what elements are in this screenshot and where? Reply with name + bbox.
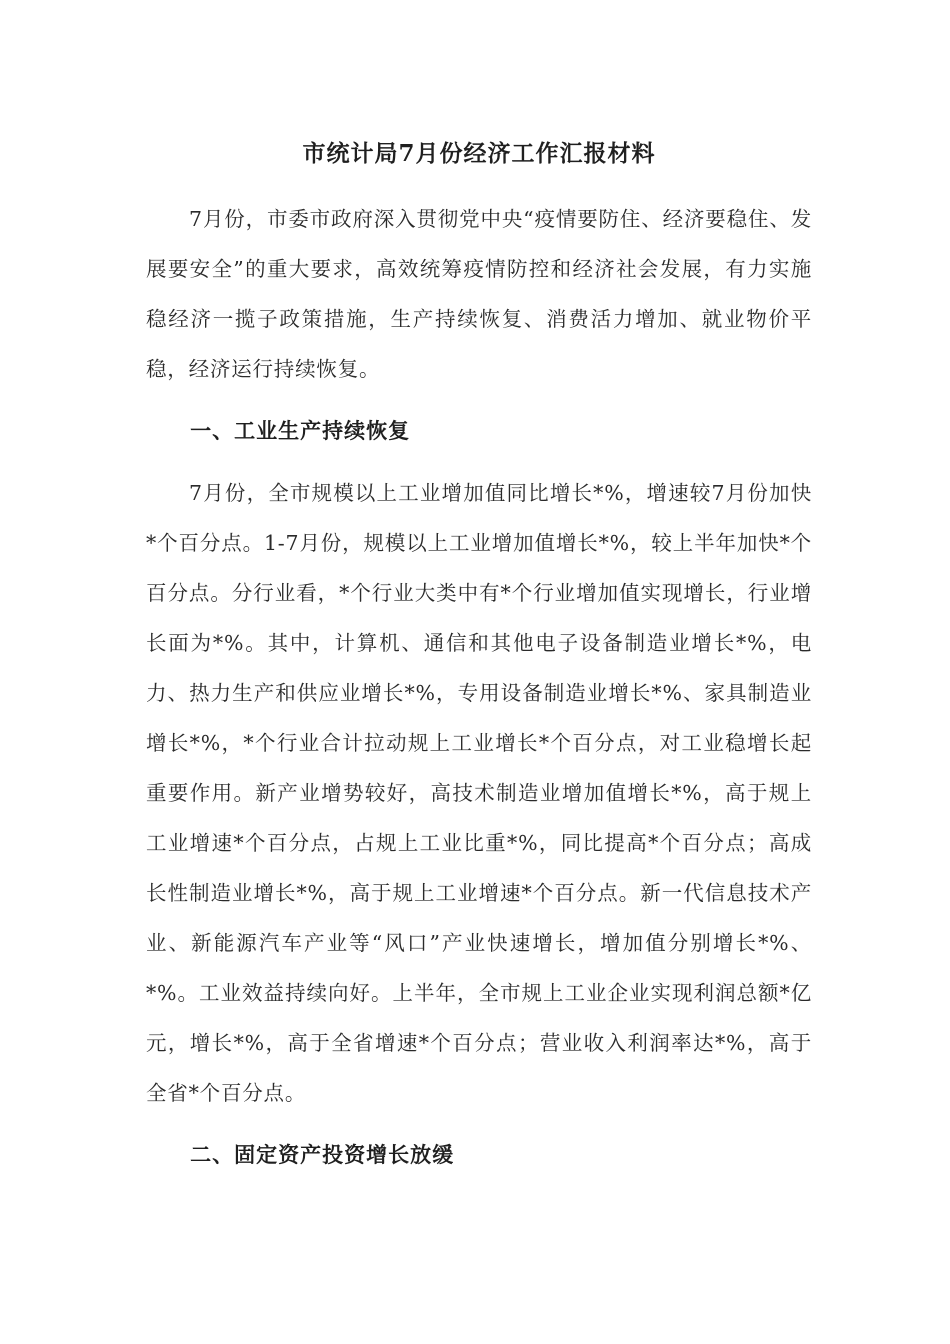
spacer bbox=[146, 1118, 812, 1130]
section-heading-industry: 一、工业生产持续恢复 bbox=[190, 418, 411, 443]
spacer bbox=[146, 456, 812, 468]
document-title: 市统计局7月份经济工作汇报材料 bbox=[302, 140, 656, 167]
spacer bbox=[146, 394, 812, 406]
document-content bbox=[146, 136, 812, 1180]
section-heading-investment: 二、固定资产投资增长放缓 bbox=[190, 1142, 455, 1167]
intro-paragraph: 7月份，市委市政府深入贯彻党中央“疫情要防住、经济要稳住、发展要安全”的重大要求，高效统筹疫情防控和经济社会发展，有力实施稳经济一揽子政策措施，生产持续恢复、消费活力增加、就业物价平稳，经济运行持续恢复。 bbox=[146, 207, 812, 381]
section-body-industry: 7月份，全市规模以上工业增加值同比增长*%，增速较7月份加快*个百分点。1-7月份，规模以上工业增加值增长*%，较上半年加快*个百分点。分行业看，*个行业大类中有*个行业增加值实现增长，行业增长面为*%。其中，计算机、通信和其他电子设备制造业增长*%，电力、热力生产和供应业增长*%，专用设备制造业增长*%、家具制造业增长*%，*个行业合计拉动规上工业增长*个百分点，对工业稳增长起重要作用。新产业增势较好，高技术制造业增加值增长*%，高于规上工业增速*个百分点，占规上工业比重*%，同比提高*个百分点；高成长性制造业增长*%，高于规上工业增速*个百分点。新一代信息技术产业、新能源汽车产业等“风口”产业快速增长，增加值分别增长*%、*%。工业效益持续向好。上半年，全市规上工业企业实现利润总额*亿元，增长*%，高于全省增速*个百分点；营业收入利润率达*%，高于全省*个百分点。 bbox=[146, 481, 812, 1105]
